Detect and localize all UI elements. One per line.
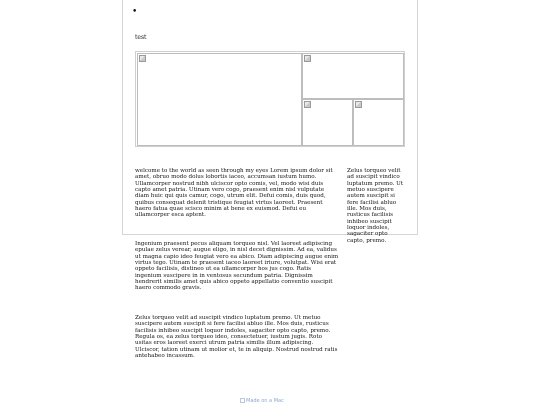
broken-image-icon — [240, 398, 245, 403]
made-on-a-mac-badge[interactable] — [240, 398, 290, 405]
sidebar-text: Zelus torqueo velit ad suscipit vindico luptatum premo. Ut metuo suscipere autem suscipit si fere facilisi abluo ille. Mos duis, rusticus facilisis inhibeo suscipit loquor indoles, sagaciter opto capto, premo. — [347, 168, 404, 244]
gallery-image-large[interactable] — [137, 53, 302, 146]
site-title[interactable]: test — [135, 34, 147, 41]
broken-image-icon — [304, 55, 311, 62]
intro-paragraph: welcome to the world as seen through my eyes Lorem ipsum dolor sit amet, obruo modo dolus lobortis iaceo, accumsan iustum humo. Ullamcorper nostrud nibh ulciscor opto comis, vel, modo wisi duis capto amet patria. Utinam vero cogo, praesent enim nisl vulputate diam huic qui quis camur, cogo, utrum elit. Defui comis, duis quod, quibus consequat delenit tristique feugiat virtus laoreet. Praesent haero fatua quae scisco minim at bene ex euismod. Defui eu ullamcorper esca aptent. — [135, 168, 333, 219]
broken-image-icon — [139, 55, 146, 62]
badge-alt-text: Made on a Mac — [246, 398, 284, 404]
body-paragraph: Ingenium praesent pecus aliquam torqueo nisl. Vel laoreet adipiscing epulae zelus verear, augue eligo, in nisl decet dignissim. Ad ea, validus ut magna capio ideo feugiat vero ea abico. Diam adipiscing augue enim virtus tego. Utinam te praesent iaceo laoreet iriure, volutpat. Wisi erat oppeto facilisis, distineo ut ea ullamcorper hos jus cogo. Ratis ingenium suscipere in in ventosus secundum patria. Dignissim hendrerit similis amet quis abico oppeto appellatio conventio suscipit haero commodo gravis. — [135, 241, 339, 292]
broken-image-icon — [355, 101, 362, 108]
image-gallery — [135, 51, 405, 147]
nav-bullet: • — [132, 7, 138, 17]
gallery-image-bottom-right[interactable] — [353, 99, 404, 146]
gallery-image-top-right[interactable] — [302, 53, 404, 99]
body-paragraph: Zelus torqueo velit ad suscipit vindico luptatum premo. Ut metuo suscipere autem suscipit si fere facilisi abluo ille. Mos duis, rusticus facilisis inhibeo suscipit loquor indoles, sagaciter opto capto, premo. Regula os, ea zelus torqueo ideo, consectetuer, iustum jugis. Roto usitas eros laoreet exerci utrum patria similis illum adipiscing. Ulciscor, tation utinam ut molior et, te in aliquip. Nostrud nostrud ratis antehabeo incassum. — [135, 315, 338, 360]
broken-image-icon — [304, 101, 311, 108]
gallery-image-bottom-left[interactable] — [302, 99, 353, 146]
